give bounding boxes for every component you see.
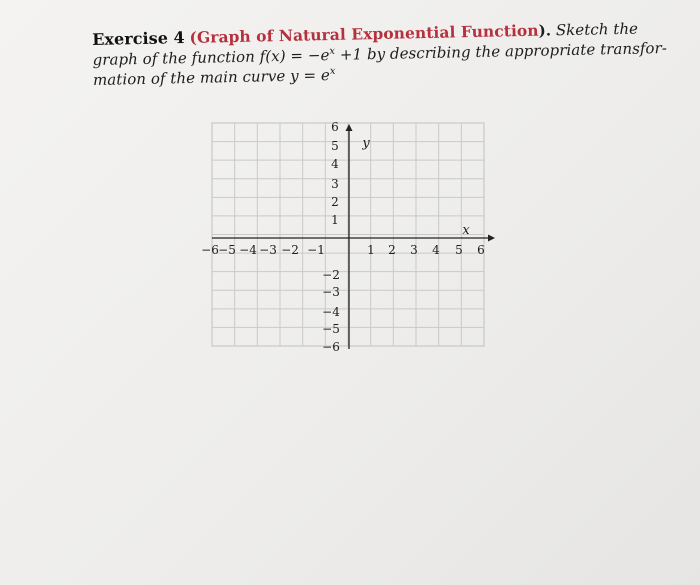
- exercise-line-1-text: Sketch the: [555, 19, 639, 40]
- y-tick-label: −6: [322, 340, 340, 354]
- y-tick-label: −3: [322, 285, 340, 299]
- y-axis-arrow-icon: [346, 124, 353, 131]
- axes: [212, 124, 495, 349]
- y-tick-label: 4: [331, 157, 339, 171]
- main-curve-base: y = e: [289, 66, 331, 85]
- exercise-title: Graph of Natural Exponential Function: [196, 20, 539, 47]
- grid-lines: [212, 123, 484, 346]
- function-expression-base: f(x) = −e: [259, 46, 330, 66]
- x-tick-label: 1: [367, 243, 375, 257]
- x-tick-label: 2: [388, 243, 396, 257]
- exercise-line-2-text-a: graph of the function: [92, 47, 256, 69]
- x-tick-label: −1: [307, 243, 325, 257]
- x-tick-label: 6: [477, 243, 485, 257]
- main-curve-exponent: x: [329, 65, 336, 78]
- x-axis-arrow-icon: [488, 235, 495, 242]
- y-tick-label: −4: [322, 305, 340, 319]
- y-tick-label: 1: [331, 213, 339, 227]
- y-tick-label: 3: [331, 177, 339, 191]
- exercise-title-close: ).: [538, 21, 552, 40]
- y-tick-label: 2: [331, 195, 339, 209]
- exercise-title-open: (: [189, 27, 198, 47]
- x-tick-label: −2: [281, 243, 299, 257]
- x-tick-label: −4: [239, 243, 257, 257]
- tick-labels: [201, 120, 485, 354]
- exercise-label: Exercise 4: [92, 28, 185, 49]
- x-tick-label: −6: [201, 243, 219, 257]
- x-tick-label: −5: [218, 243, 236, 257]
- y-tick-label: 6: [331, 120, 339, 134]
- x-tick-label: 5: [455, 243, 463, 257]
- y-tick-label: 5: [331, 139, 339, 153]
- function-expression-tail: +1: [334, 45, 363, 64]
- y-tick-label: −2: [322, 268, 340, 282]
- x-axis-label: x: [462, 223, 470, 238]
- function-exponent: x: [329, 45, 336, 58]
- x-tick-label: −3: [259, 243, 277, 257]
- exercise-line-2-text-b: by describing the appropriate transfor-: [366, 38, 668, 64]
- exercise-line-3-text: mation of the main curve: [92, 66, 286, 89]
- x-tick-label: 3: [410, 243, 418, 257]
- y-tick-label: −5: [322, 322, 340, 336]
- x-tick-label: 4: [432, 243, 440, 257]
- y-axis-label: y: [362, 136, 370, 151]
